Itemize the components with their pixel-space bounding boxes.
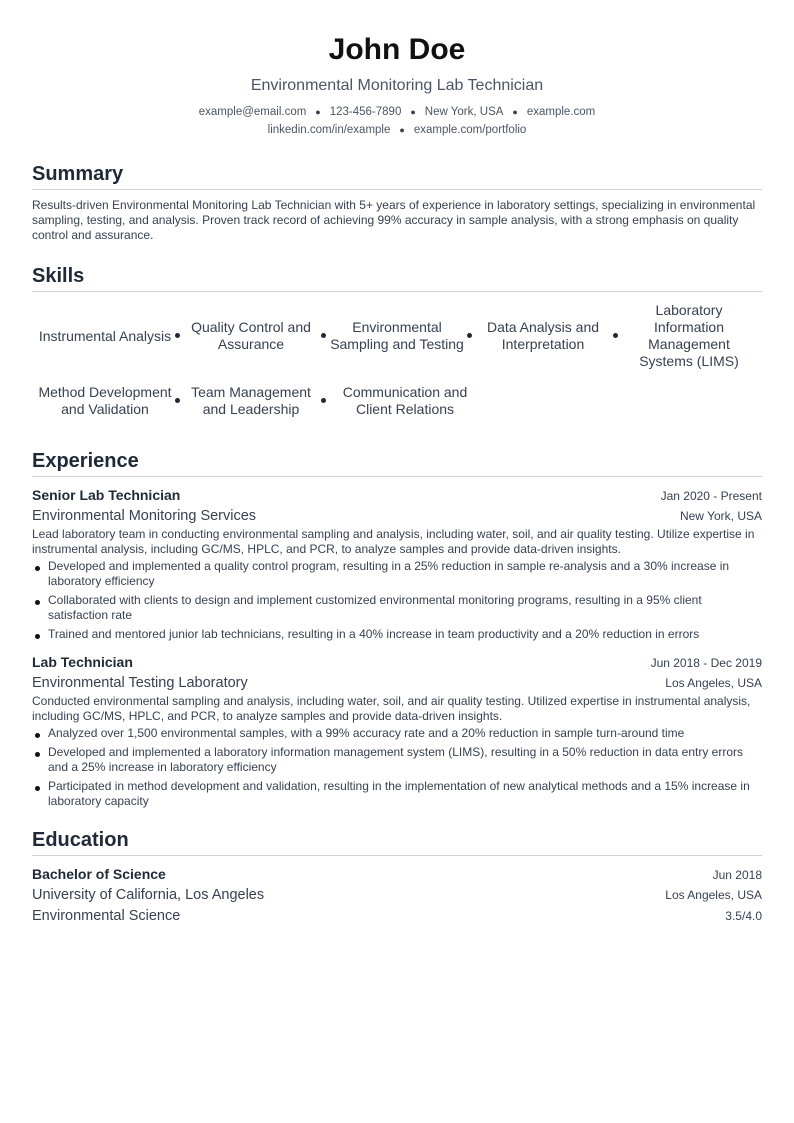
skill-label: Communication and Client Relations xyxy=(342,384,468,417)
graduation-date: Jun 2018 xyxy=(712,868,762,882)
phone-text: 123-456-7890 xyxy=(329,106,402,118)
education-section xyxy=(32,827,762,927)
section-heading: Education xyxy=(32,827,762,856)
job-entry xyxy=(32,652,762,809)
list-item xyxy=(32,593,762,623)
separator-dot: ● xyxy=(399,125,405,135)
skills-list xyxy=(32,300,762,430)
contact-row xyxy=(32,103,762,121)
separator-dot: ● xyxy=(315,107,321,117)
achievement-text: Trained and mentored junior lab technicians, resulting in a 40% increase in team productivity and a 20% reduction in errors xyxy=(48,627,700,641)
skill-item xyxy=(324,300,470,372)
job-entry xyxy=(32,485,762,642)
section-heading: Skills xyxy=(32,263,762,292)
degree-name: Bachelor of Science xyxy=(32,866,166,882)
experience-section xyxy=(32,448,762,809)
email-link[interactable]: example@email.com xyxy=(198,106,307,118)
skill-label: Data Analysis and Interpretation xyxy=(486,319,600,352)
achievement-text: Developed and implemented a laboratory information management system (LIMS), resulting in a 50% reduction in data entry errors and a 25% increase in laboratory efficiency xyxy=(48,745,744,774)
skill-item xyxy=(178,300,324,372)
skill-label: Environmental Sampling and Testing xyxy=(330,319,464,352)
skill-item xyxy=(32,372,178,430)
resume-header xyxy=(32,0,762,139)
skill-item xyxy=(178,372,324,430)
job-title: Senior Lab Technician xyxy=(32,487,181,503)
separator-dot: ● xyxy=(410,107,416,117)
skill-item xyxy=(470,300,616,372)
job-dates: Jun 2018 - Dec 2019 xyxy=(650,656,762,670)
achievement-text: Analyzed over 1,500 environmental samples, with a 99% accuracy rate and a 20% reduction in sample turn-around time xyxy=(48,726,685,740)
field-of-study: Environmental Science xyxy=(32,908,181,924)
job-description: Lead laboratory team in conducting environmental sampling and analysis, including water, soil, and air quality testing. Utilize expertise in instrumental analysis, including GC/MS, HPLC, and PCR, to analyze samples and provide data-driven insights. xyxy=(32,527,755,556)
achievement-text: Collaborated with clients to design and implement customized environmental monitoring programs, resulting in a 95% client satisfaction rate xyxy=(48,593,702,622)
candidate-title: Environmental Monitoring Lab Technician xyxy=(250,77,544,94)
company-name: Environmental Testing Laboratory xyxy=(32,675,248,691)
skill-label: Laboratory Information Management Systems (LIMS) xyxy=(639,302,739,369)
gpa-value: 3.5/4.0 xyxy=(725,909,762,923)
education-entry xyxy=(32,864,762,927)
section-heading: Experience xyxy=(32,448,762,477)
linkedin-link[interactable]: linkedin.com/in/example xyxy=(267,124,391,136)
candidate-name: John Doe xyxy=(328,33,466,66)
separator-dot: ● xyxy=(512,107,518,117)
school-location: Los Angeles, USA xyxy=(665,888,762,902)
skill-label: Team Management and Leadership xyxy=(191,384,311,417)
section-heading: Summary xyxy=(32,161,762,190)
achievement-list xyxy=(32,726,762,809)
job-location: Los Angeles, USA xyxy=(665,676,762,690)
skill-item xyxy=(32,300,178,372)
achievement-list xyxy=(32,559,762,642)
list-item xyxy=(32,559,762,589)
list-item xyxy=(32,745,762,775)
achievement-text: Developed and implemented a quality control program, resulting in a 25% reduction in sample re-analysis and a 30% increase in laboratory efficiency xyxy=(48,559,730,588)
skill-label: Method Development and Validation xyxy=(38,384,172,417)
skill-item xyxy=(324,372,486,430)
list-item xyxy=(32,627,762,642)
list-item xyxy=(32,726,762,741)
skills-section xyxy=(32,263,762,430)
list-item xyxy=(32,779,762,809)
job-location: New York, USA xyxy=(679,509,762,523)
skill-item xyxy=(616,300,762,372)
summary-text: Results-driven Environmental Monitoring Lab Technician with 5+ years of experience in laboratory settings, specializing in environmental sampling, testing, and analysis. Proven track record of achieving 99% accuracy in sample analysis, with a strong emphasis on quality control and assurance. xyxy=(32,198,756,242)
summary-section xyxy=(32,161,762,243)
company-name: Environmental Monitoring Services xyxy=(32,508,257,524)
job-dates: Jan 2020 - Present xyxy=(660,489,762,503)
job-description: Conducted environmental sampling and analysis, including water, soil, and air quality testing. Utilized expertise in instrumental analysis, including GC/MS, HPLC, and PCR, to analyze samples and provide data-driven insights. xyxy=(32,694,751,723)
website-link[interactable]: example.com xyxy=(526,106,596,118)
portfolio-link[interactable]: example.com/portfolio xyxy=(413,124,527,136)
contact-row-links xyxy=(32,121,762,139)
school-name: University of California, Los Angeles xyxy=(32,887,265,903)
job-title: Lab Technician xyxy=(32,654,133,670)
location-text: New York, USA xyxy=(424,106,504,118)
achievement-text: Participated in method development and validation, resulting in the implementation of new analytical methods and a 15% increase in laboratory capacity xyxy=(48,779,750,808)
skill-label: Quality Control and Assurance xyxy=(191,319,311,352)
skill-label: Instrumental Analysis xyxy=(38,327,172,344)
